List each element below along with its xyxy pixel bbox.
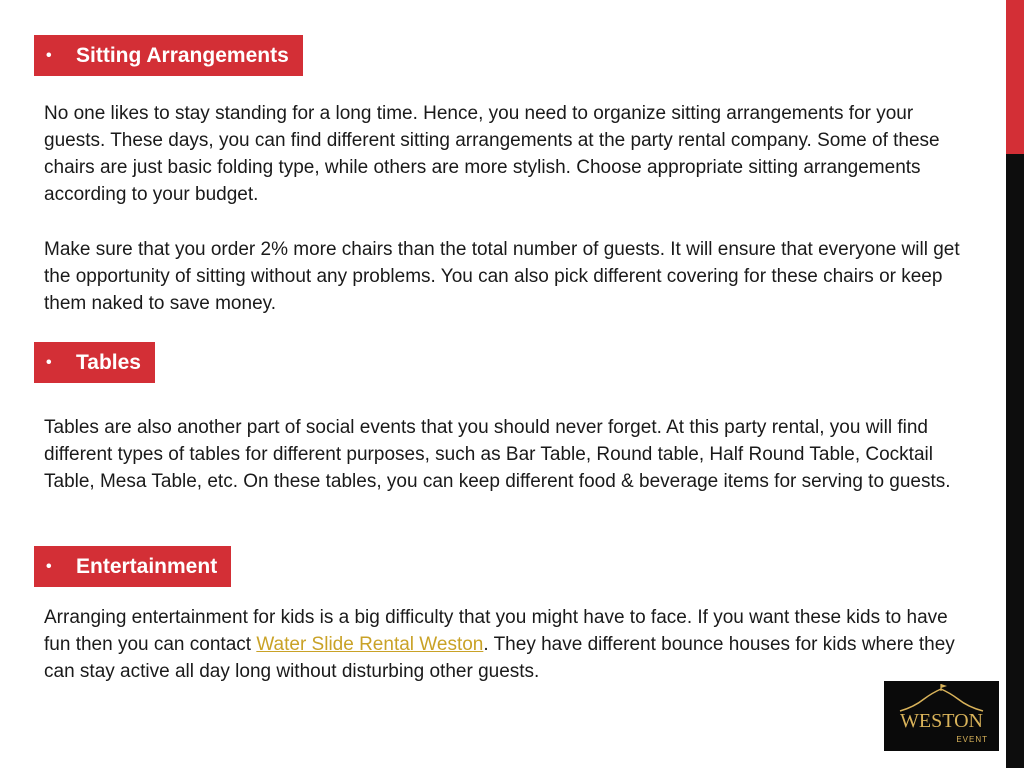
bullet-icon: • <box>46 557 52 575</box>
paragraph-text-before-link: Arranging entertainment for kids is a big difficulty that you might have to face. If you want these kids to have fun then you can contact <box>44 607 948 655</box>
paragraph-text-after-link: . They have different bounce houses for kids where they can stay active all day long without disturbing other guests. <box>44 634 955 682</box>
paragraph-entertainment <box>44 604 974 685</box>
logo-subtitle: EVENT <box>956 735 988 744</box>
side-accent-bar-red <box>1006 0 1024 154</box>
weston-event-logo <box>884 681 999 751</box>
water-slide-rental-link[interactable]: Water Slide Rental Weston <box>256 634 484 655</box>
bullet-icon: • <box>46 46 52 64</box>
heading-sitting-arrangements <box>34 35 303 76</box>
paragraph-sitting-2: Make sure that you order 2% more chairs than the total number of guests. It will ensure that everyone will get the opportunity of sitting without any problems. You can also pick different covering for these chairs or keep them naked to save money. <box>44 239 960 314</box>
paragraph-sitting-1: No one likes to stay standing for a long time. Hence, you need to organize sitting arrangements for your guests. These days, you can find different sitting arrangements at the party rental company. Some of these chairs are just basic folding type, while others are more stylish. Choose appropriate sitting arrangements according to your budget. <box>44 103 940 205</box>
logo-name: WESTON <box>900 710 983 732</box>
side-accent-bar-black <box>1006 154 1024 768</box>
paragraph-tables: Tables are also another part of social events that you should never forget. At this party rental, you will find different types of tables for different purposes, such as Bar Table, Round table, Half Round Table, Cocktail Table, Mesa Table, etc. On these tables, you can keep different food & beverage items for serving to guests. <box>44 417 951 492</box>
heading-label: Sitting Arrangements <box>76 43 289 67</box>
heading-label: Tables <box>76 350 141 374</box>
heading-entertainment <box>34 546 231 587</box>
bullet-icon: • <box>46 353 52 371</box>
heading-label: Entertainment <box>76 554 218 578</box>
heading-tables <box>34 342 155 383</box>
